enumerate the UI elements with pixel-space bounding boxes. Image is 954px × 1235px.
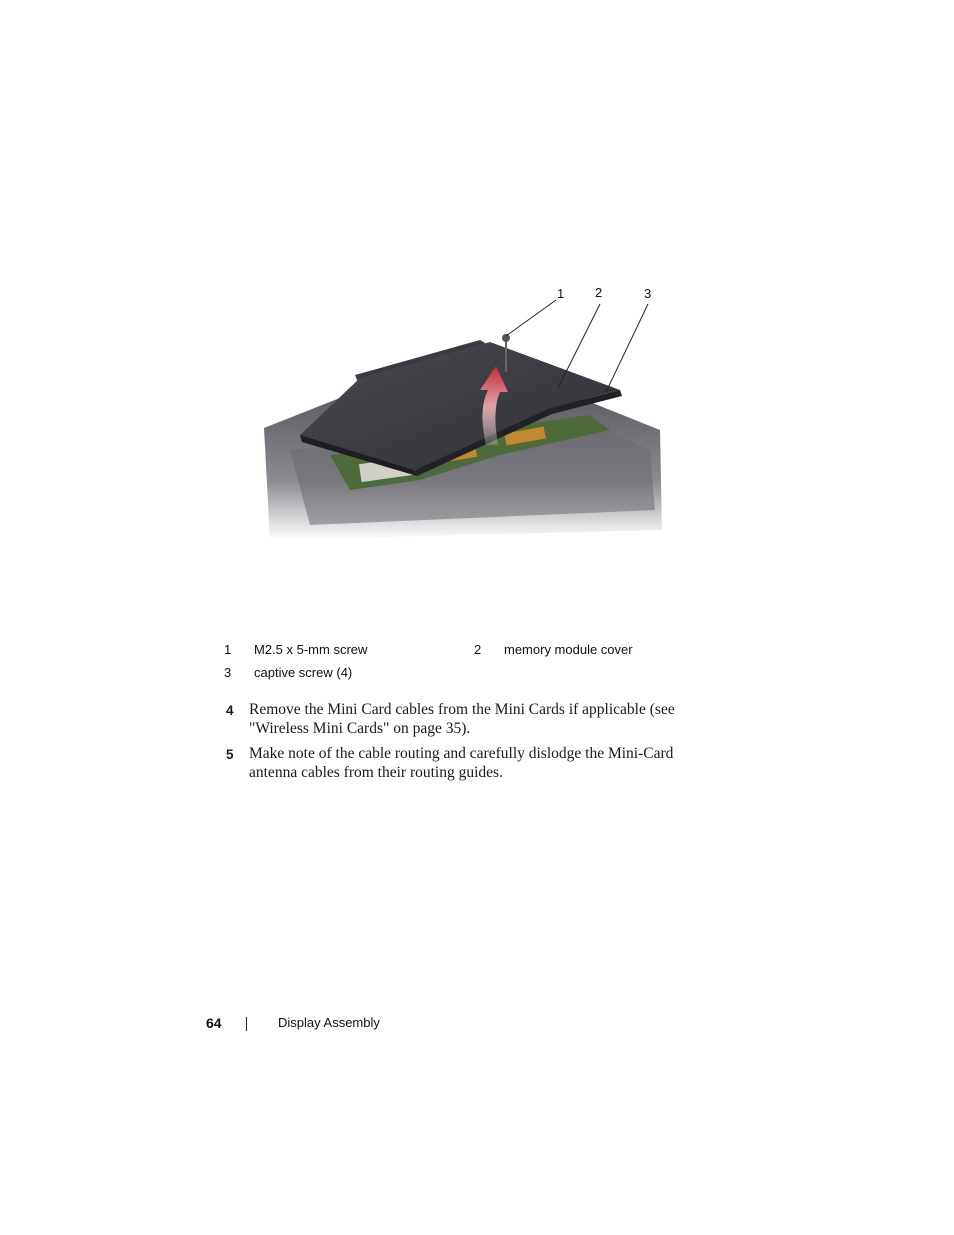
legend-label: memory module cover (504, 642, 633, 657)
memory-cover-illustration (250, 280, 680, 570)
footer-section-title: Display Assembly (278, 1015, 380, 1030)
step-text: Make note of the cable routing and carefully dislodge the Mini-Card antenna cables from their routing guides. (249, 745, 674, 781)
legend-label: captive screw (4) (254, 665, 353, 680)
legend-label: M2.5 x 5-mm screw (254, 642, 368, 657)
callout-1: 1 (557, 286, 565, 301)
footer-separator (246, 1017, 247, 1031)
legend-number: 1 (224, 642, 232, 657)
callout-2: 2 (595, 285, 603, 300)
legend-number: 2 (474, 642, 482, 657)
legend-number: 3 (224, 665, 232, 680)
memory-cover-figure (250, 280, 680, 570)
step-number: 4 (226, 703, 234, 718)
step-text: Remove the Mini Card cables from the Mini Cards if applicable (see "Wireless Mini Cards" on page 35). (249, 701, 675, 737)
page-number: 64 (206, 1015, 222, 1031)
callout-3: 3 (644, 286, 652, 301)
step-number: 5 (226, 747, 234, 762)
